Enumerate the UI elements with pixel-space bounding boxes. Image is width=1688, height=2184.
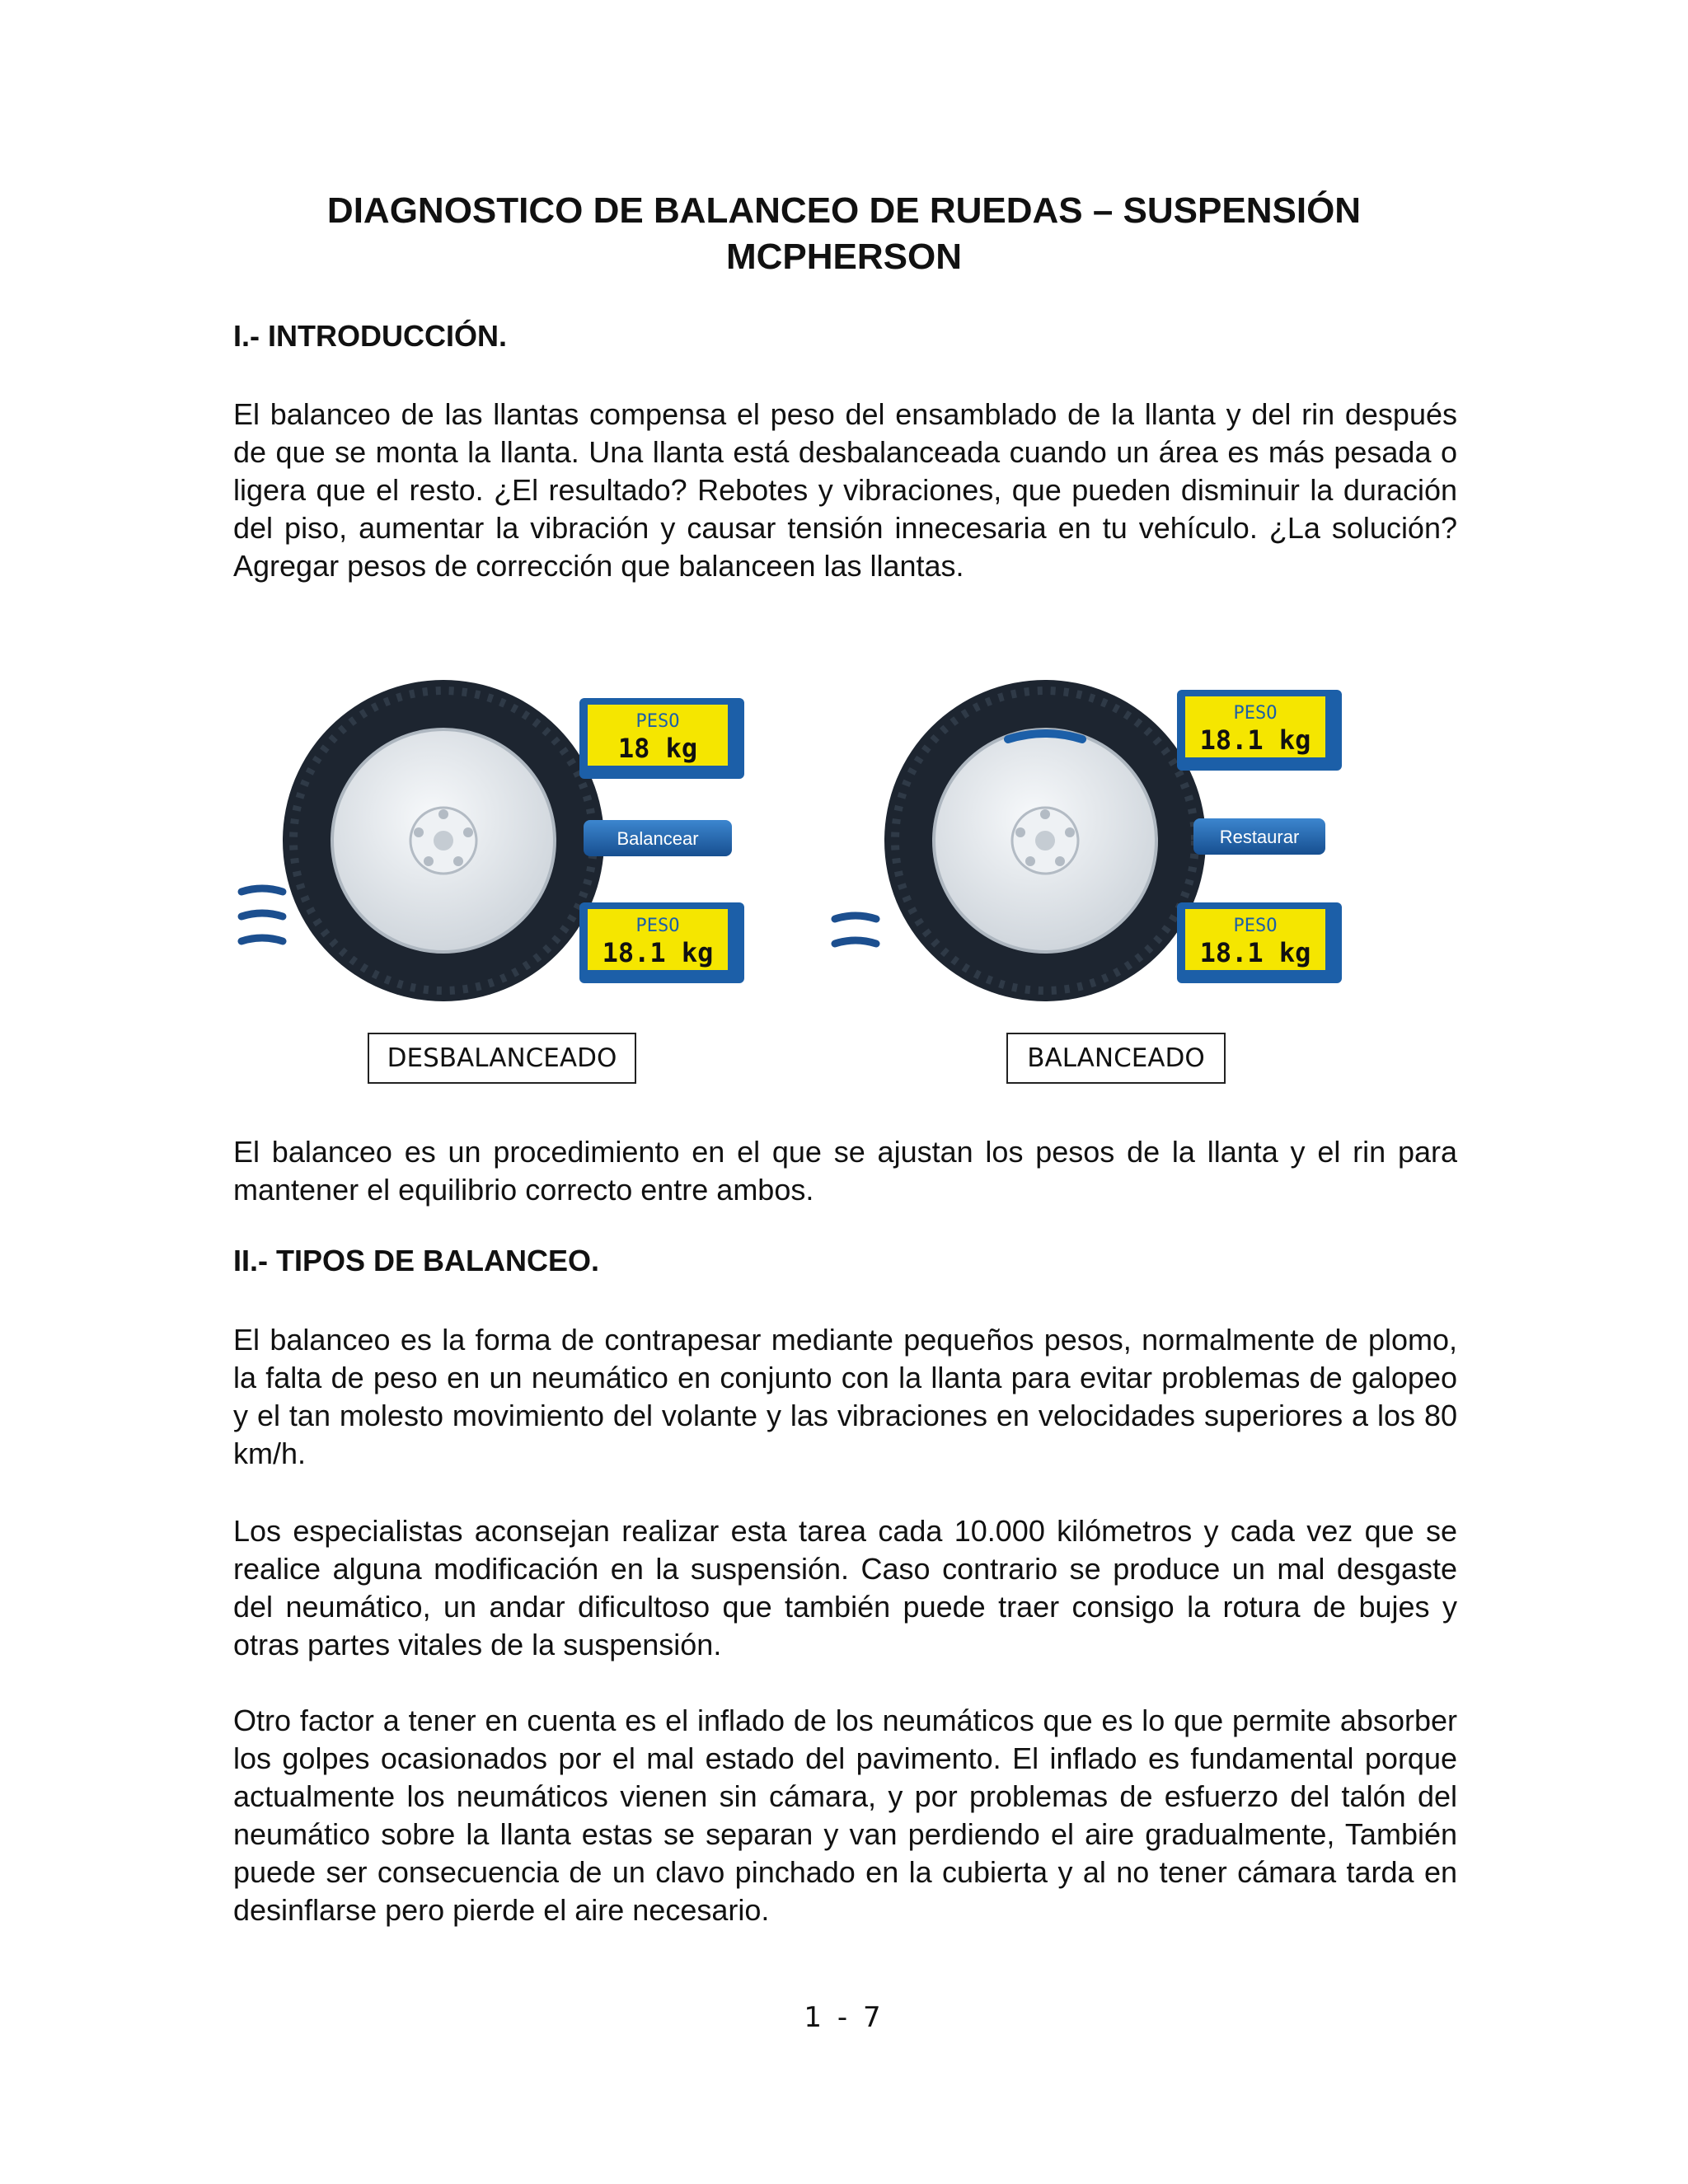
unbalanced-caption: DESBALANCEADO <box>368 1033 636 1084</box>
balance-button-label: Balancear <box>617 828 699 849</box>
section-2-paragraph-3: Otro factor a tener en cuenta es el inflado de los neumáticos que es lo que permite absorber los golpes ocasionados por el mal estado del pavimento. El inflado es fundamental porque actualmente los neumáticos vienen sin cámara, y por problemas de esfuerzo del talón del neumático sobre la llanta estas se separan y van perdiendo el aire gradualmente, También puede ser consecuencia de un clavo pinchado en la cubierta y al no tener cámara tarda en desinflarse pero pierde el aire necesario. <box>233 1704 1457 1927</box>
tire-icon-left <box>283 680 604 1001</box>
document-title <box>231 188 1457 280</box>
right-top-weight-title: PESO <box>1233 703 1278 724</box>
section-2-heading: II.- TIPOS DE BALANCEO. <box>233 1244 600 1277</box>
vibration-marks-right <box>835 916 876 944</box>
title-line-2: MCPHERSON <box>725 237 963 277</box>
section-1-paragraph: El balanceo de las llantas compensa el peso del ensamblado de la llanta y del rin después de que se monta la llanta. Una llanta está desbalanceada cuando un área es más pesada o ligera que el resto. ¿El resultado? Rebotes y vibraciones, que pueden disminuir la duración del piso, aumentar la vibración y causar tensión innecesaria en tu vehículo. ¿La solución? Agregar pesos de corrección que balanceen las llantas. <box>233 397 1457 583</box>
figure-explanation-paragraph: El balanceo es un procedimiento en el que se ajustan los pesos de la llanta y el rin para mantener el equilibrio correcto entre ambos. <box>233 1135 1457 1207</box>
restore-button-label: Restaurar <box>1219 827 1300 847</box>
vibration-marks-left <box>241 888 283 941</box>
page-number: 1 - 7 <box>804 2001 884 2034</box>
left-bottom-weight-title: PESO <box>635 916 680 936</box>
left-top-weight-title: PESO <box>635 711 680 732</box>
left-bottom-weight-value: 18.1 kg <box>602 937 714 968</box>
left-top-weight-value: 18 kg <box>617 733 698 764</box>
right-bottom-weight-title: PESO <box>1233 916 1278 936</box>
wheel-balance-figure <box>233 676 1457 1104</box>
section-2-paragraph-1: El balanceo es la forma de contrapesar mediante pequeños pesos, normalmente de plomo, la falta de peso en un neumático en conjunto con la llanta para evitar problemas de galopeo y el tan molesto movimiento del volante y las vibraciones en velocidades superiores a los 80 km/h. <box>233 1323 1457 1470</box>
title-line-1: DIAGNOSTICO DE BALANCEO DE RUEDAS – SUSPENSIÓN <box>326 190 1362 231</box>
tire-icon-right <box>884 680 1206 1001</box>
right-bottom-weight-value: 18.1 kg <box>1199 937 1311 968</box>
section-2-paragraph-2: Los especialistas aconsejan realizar esta tarea cada 10.000 kilómetros y cada vez que se realice alguna modificación en la suspensión. Caso contrario se produce un mal desgaste del neumático, un andar dificultoso que también puede traer consigo la rotura de bujes y otras partes vitales de la suspensión. <box>233 1514 1457 1661</box>
section-1-heading: I.- INTRODUCCIÓN. <box>233 319 507 353</box>
right-top-weight-value: 18.1 kg <box>1199 724 1311 756</box>
balanced-caption: BALANCEADO <box>1006 1033 1226 1084</box>
